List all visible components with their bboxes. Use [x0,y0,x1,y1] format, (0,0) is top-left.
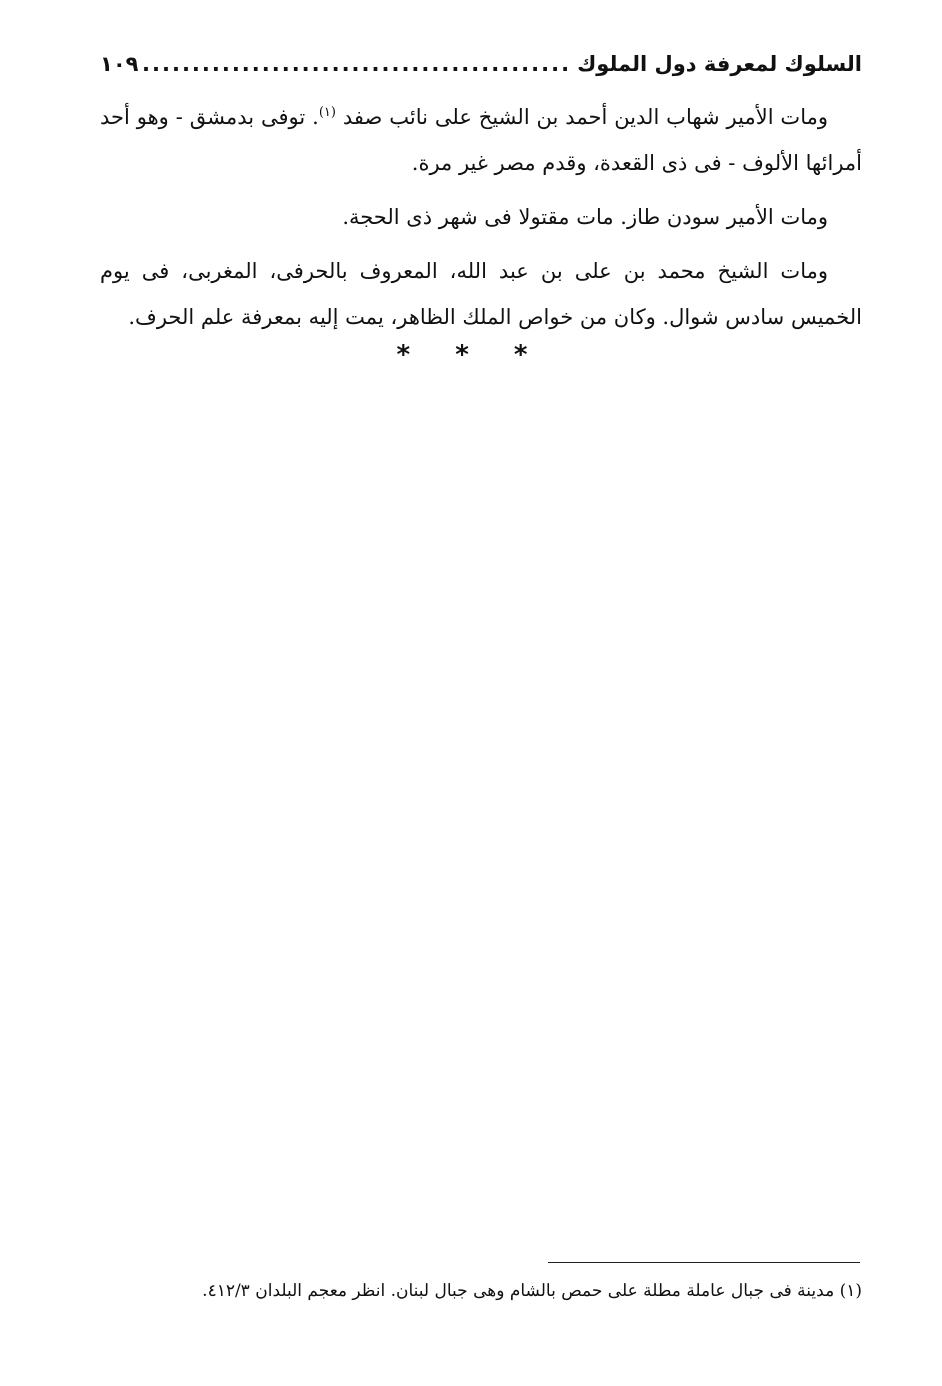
footnote-divider [548,1262,860,1263]
footnotes [92,1272,862,1310]
footnote-1: (١) مدينة فى جبال عاملة مطلة على حمص بالشام وهى جبال لبنان. انظر معجم البلدان ٤١٢/٣. [202,1281,862,1301]
paragraph-1-continuation: . توفى بدمشق - وهو أحد أمرائها الألوف - فى ذى القعدة، وقدم مصر غير مرة. [100,105,862,175]
paragraph-2: ومات الأمير سودن طاز. مات مقتولا فى شهر ذى الحجة. [342,205,828,229]
paragraph-1-text: ومات الأمير شهاب الدين أحمد بن الشيخ على نائب صفد [342,105,828,129]
paragraph-1 [100,94,862,186]
main-text [100,94,862,348]
running-title: السلوك لمعرفة دول الملوك [577,52,862,76]
paragraph-3: ومات الشيخ محمد بن على بن عبد الله، المعروف بالحرفى، المغربى، فى يوم الخميس سادس شوال. وكان من خواص الملك الظاهر، يمت إليه بمعرفة علم الحرف. [100,259,862,329]
footnote-marker: (١) [318,105,336,120]
page-number: ١٠٩ [100,52,139,76]
section-separator: * * * [396,340,546,370]
page-header [100,52,862,88]
dot-leader [144,52,571,76]
